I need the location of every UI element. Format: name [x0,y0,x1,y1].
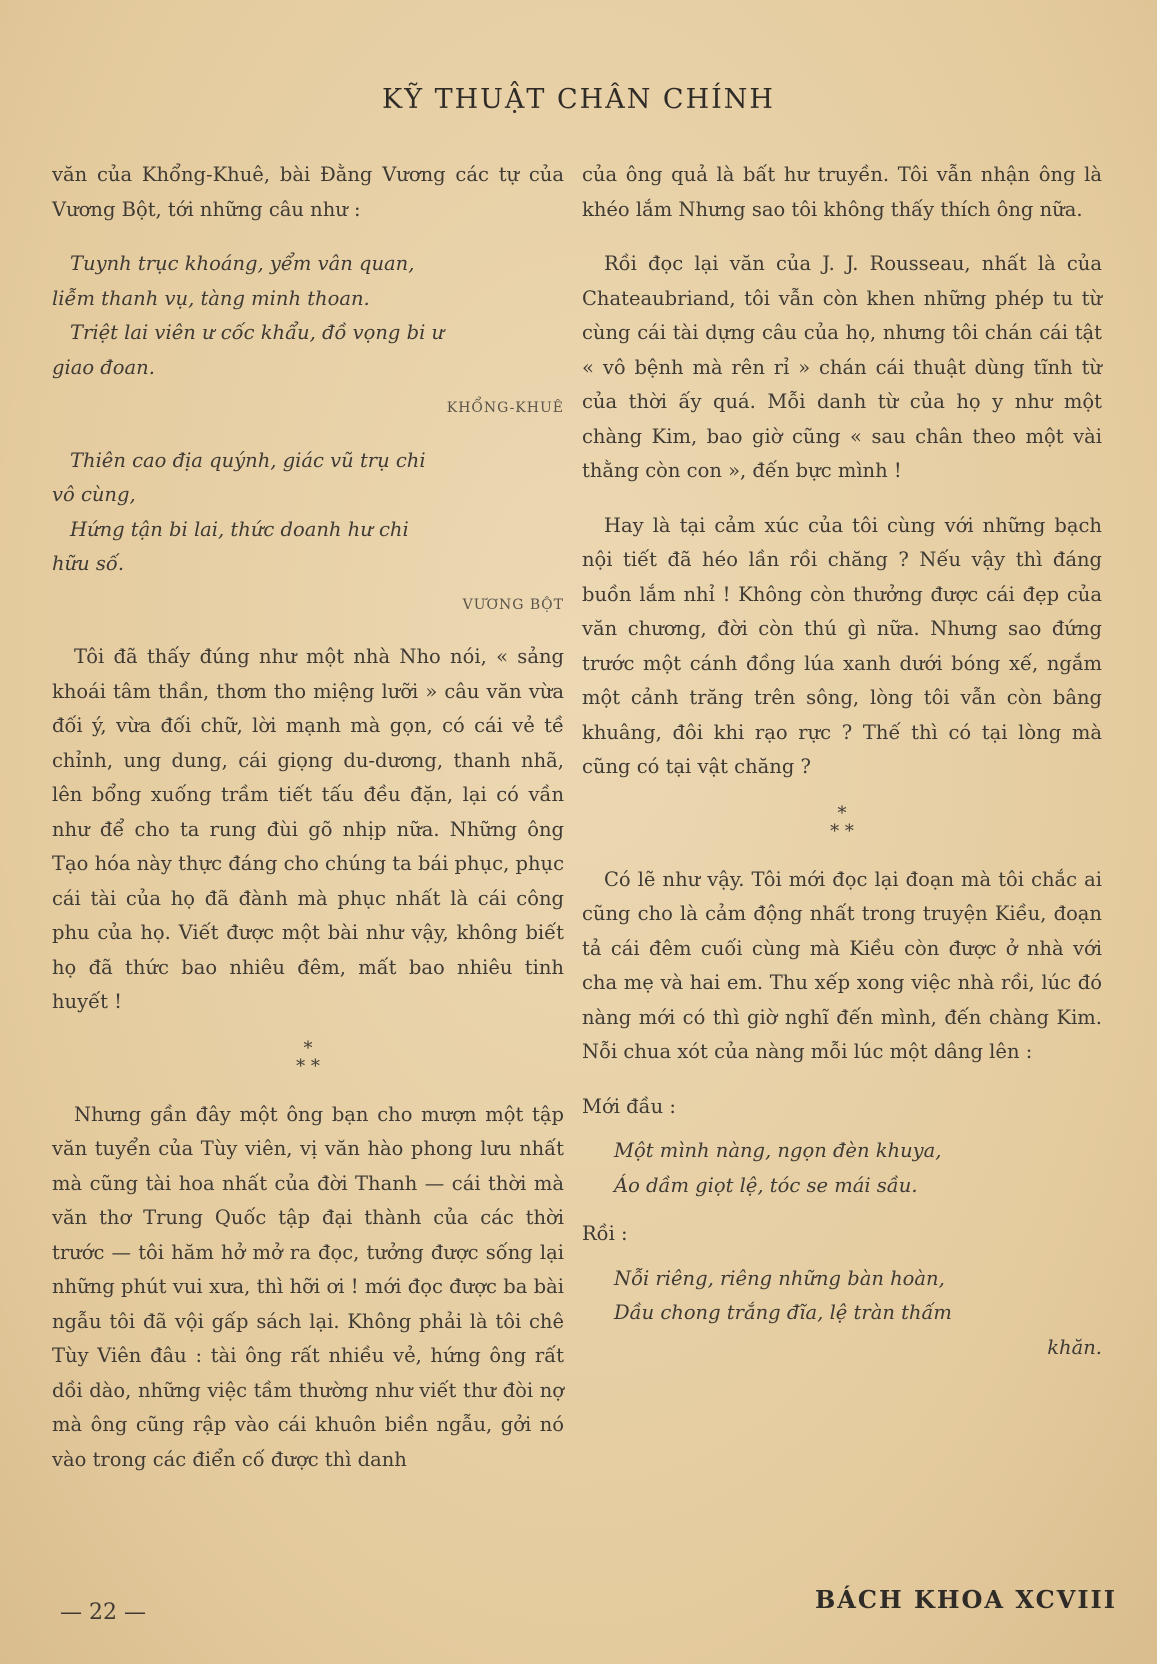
paragraph: Có lẽ như vậy. Tôi mới đọc lại đoạn mà tôi chắc ai cũng cho là cảm động nhất trong truyện Kiều, đoạn tả cái đêm cuối cùng mà Kiều còn được ở nhà với cha mẹ và hai em. Thu xếp xong việc nhà rồi, lúc đó nàng mới có thì giờ nghĩ đến mình, đến chàng Kim. Nỗi chua xót của nàng mỗi lúc một dâng lên : [582,867,1102,1063]
asterisk-bottom: * * [296,1055,320,1077]
attribution: KHỔNG-KHUÊ [446,400,564,416]
paragraph: Rồi đọc lại văn của J. J. Rousseau, nhất là của Chateaubriand, tôi vẫn còn khen những phép tu từ cùng cái tài dựng câu của họ, nhưng tôi chán cái tật « vô bệnh mà rên rỉ » chán cái thuật dùng tĩnh từ của thời ấy quá. Mỗi danh từ của họ y như một chàng Kim, bao giờ cũng « sau chân theo một vài thằng còn con », đến bực mình ! [582,252,1102,482]
quote-label: Rồi : [582,1222,628,1245]
section-separator [52,1037,564,1077]
paragraph: Hay là tại cảm xúc của tôi cùng với những bạch nội tiết đã héo lần rồi chăng ? Nếu vậy thì đáng buồn lắm nhỉ ! Không còn thưởng được cái đẹp của văn chương, đời còn thú gì nữa. Nhưng sao đứng trước một cánh đồng lúa xanh dưới bóng xế, ngắm một cảnh trăng trên sông, lòng tôi vẫn còn bâng khuâng, đôi khi rạo rực ? Thế thì có tại lòng mà cũng có tại vật chăng ? [582,513,1102,778]
running-header: KỸ THUẬT CHÂN CHÍNH [382,84,775,115]
asterisk-top: * [837,802,847,824]
verse-line: Tuynh trục khoáng, yểm vân quan, [70,252,415,275]
verse-block [52,247,564,385]
verse-line: Thiên cao địa quýnh, giác vũ trụ chi [70,448,426,472]
attribution: VƯƠNG BỘT [462,596,564,613]
paragraph: Tôi đã thấy đúng như một nhà Nho nói, « sảng khoái tâm thần, thơm tho miệng lưỡi » câu văn vừa đối ý, vừa đối chữ, lời mạnh mà gọn, có cái vẻ tề chỉnh, ung dung, cái giọng du-dương, thanh nhã, lên bổng xuống trầm tiết tấu đều đặn, lại có vần như để cho ta rung đùi gõ nhịp nữa. Những ông Tạo hóa này thực đáng cho chúng ta bái phục, phục cái tài của họ đã đành mà phục nhất là cái công phu của họ. Viết được một bài như vậy, không biết họ đã thức bao nhiêu đêm, mất bao nhiêu tinh huyết ! [52,645,564,1013]
quote-line: Áo dầm giọt lệ, tóc se mái sầu. [614,1173,918,1197]
asterisk-bottom: * * [830,820,854,842]
paragraph: Nhưng gần đây một ông bạn cho mượn một tập văn tuyển của Tùy viên, vị văn hào phong lưu nhất mà cũng tài hoa nhất của đời Thanh — cái thời mà văn thơ Trung Quốc tập đại thành của các thời trước — tôi hăm hở mở ra đọc, tưởng được sống lại những phút vui xưa, thì hỡi ơi ! mới đọc được ba bài ngẫu tôi đã vội gấp sách lại. Không phải là tôi chê Tùy Viên đâu : tài ông rất nhiều vẻ, hứng ông rất dồi dào, những việc tầm thường như viết thư đòi nợ mà ông cũng rập vào cái khuôn biền ngẫu, gởi nó vào trong các điển cố được thì danh [52,1102,564,1471]
verse-line: hữu số. [52,552,125,575]
quote-line: Một mình nàng, ngọn đèn khuya, [614,1139,942,1162]
quote-line: Dầu chong trắng đĩa, lệ tràn thấm [614,1301,952,1324]
section-separator [582,802,1102,842]
paragraph: văn của Khổng-Khuê, bài Đằng Vương các tự của Vương Bột, tới những câu như : [52,163,564,221]
page-number: — 22 — [60,1600,146,1625]
verse-block [52,444,564,582]
quote-block [582,1262,1102,1366]
quote-line: Nỗi riêng, riêng những bàn hoàn, [614,1266,945,1290]
magazine-issue: BÁCH KHOA XCVIII [814,1585,1117,1614]
quote-line: khăn. [1047,1335,1102,1359]
left-column [52,158,564,1497]
verse-line: vô cùng, [52,483,136,506]
verse-line: liễm thanh vụ, tàng minh thoan. [52,286,370,310]
quote-label: Mới đầu : [582,1094,676,1118]
verse-line: Hứng tận bi lai, thức doanh hư chi [70,517,409,541]
right-column [582,158,1102,1379]
quote-block [582,1134,1102,1203]
verse-line: Triệt lai viên ư cốc khẩu, đồ vọng bi ư [70,321,445,344]
paragraph: của ông quả là bất hư truyền. Tôi vẫn nhận ông là khéo lắm Nhưng sao tôi không thấy thích ông nữa. [582,163,1102,221]
verse-line: giao đoan. [52,355,155,379]
asterisk-top: * [303,1037,313,1059]
